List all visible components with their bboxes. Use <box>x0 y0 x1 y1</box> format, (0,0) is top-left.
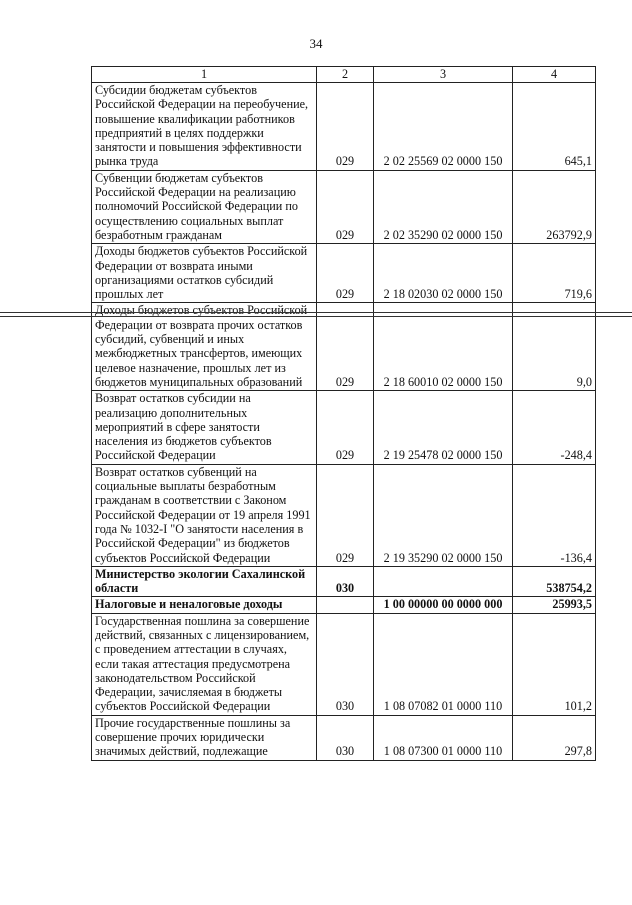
row-budget-code: 1 08 07082 01 0000 110 <box>374 613 513 715</box>
header-col-4: 4 <box>513 67 596 83</box>
row-amount: 101,2 <box>513 613 596 715</box>
row-budget-code: 2 18 60010 02 0000 150 <box>374 303 513 391</box>
row-admin-code <box>317 597 374 613</box>
row-admin-code: 029 <box>317 244 374 303</box>
row-amount: 645,1 <box>513 83 596 171</box>
table-row-subtotal <box>92 597 596 613</box>
strikethrough-line <box>0 312 632 313</box>
row-amount: -136,4 <box>513 464 596 566</box>
row-amount: -248,4 <box>513 391 596 464</box>
row-name: Государственная пошлина за совершение действий, связанных с лицензированием, с проведением аттестации в случаях, если такая аттестация предусмотрена законодательством Российской Федерации, зачисляемая в бюджеты субъектов Российской Федерации <box>92 613 317 715</box>
row-budget-code <box>374 566 513 597</box>
row-name: Субвенции бюджетам субъектов Российской Федерации на реализацию полномочий Российской Федерации по осуществлению социальных выплат безработным гражданам <box>92 170 317 243</box>
row-admin-code: 029 <box>317 303 374 391</box>
row-amount: 538754,2 <box>513 566 596 597</box>
table-row <box>92 715 596 760</box>
row-admin-code: 029 <box>317 391 374 464</box>
strikethrough-line <box>0 316 632 317</box>
row-name: Прочие государственные пошлины за совершение прочих юридически значимых действий, подлежащие <box>92 715 317 760</box>
table-header-row <box>92 67 596 83</box>
row-name: Министерство экологии Сахалинской области <box>92 566 317 597</box>
row-budget-code: 2 19 25478 02 0000 150 <box>374 391 513 464</box>
row-amount: 263792,9 <box>513 170 596 243</box>
row-amount: 297,8 <box>513 715 596 760</box>
table-row <box>92 391 596 464</box>
row-name: Субсидии бюджетам субъектов Российской Федерации на переобучение, повышение квалификации работников предприятий в целях поддержки занятости и повышения эффективности рынка труда <box>92 83 317 171</box>
row-budget-code: 2 18 02030 02 0000 150 <box>374 244 513 303</box>
row-budget-code: 1 00 00000 00 0000 000 <box>374 597 513 613</box>
row-admin-code: 029 <box>317 170 374 243</box>
table-row <box>92 464 596 566</box>
header-col-3: 3 <box>374 67 513 83</box>
table-row <box>92 83 596 171</box>
row-budget-code: 2 02 25569 02 0000 150 <box>374 83 513 171</box>
budget-revenue-table <box>91 66 596 761</box>
header-col-1: 1 <box>92 67 317 83</box>
page-number: 34 <box>309 36 323 51</box>
table-row-struck-through <box>92 244 596 303</box>
header-col-2: 2 <box>317 67 374 83</box>
row-amount: 719,6 <box>513 244 596 303</box>
row-name: Доходы бюджетов субъектов Российской Федерации от возврата иными организациями остатков субсидий прошлых лет <box>92 244 317 303</box>
row-budget-code: 2 19 35290 02 0000 150 <box>374 464 513 566</box>
row-budget-code: 1 08 07300 01 0000 110 <box>374 715 513 760</box>
table-row <box>92 170 596 243</box>
row-admin-code: 029 <box>317 83 374 171</box>
row-amount: 25993,5 <box>513 597 596 613</box>
row-admin-code: 030 <box>317 613 374 715</box>
row-amount: 9,0 <box>513 303 596 391</box>
row-name: Возврат остатков субсидии на реализацию дополнительных мероприятий в сфере занятости населения из бюджетов субъектов Российской Федерации <box>92 391 317 464</box>
row-admin-code: 030 <box>317 715 374 760</box>
row-name: Налоговые и неналоговые доходы <box>92 597 317 613</box>
row-budget-code: 2 02 35290 02 0000 150 <box>374 170 513 243</box>
row-admin-code: 030 <box>317 566 374 597</box>
row-admin-code: 029 <box>317 464 374 566</box>
row-name: Доходы бюджетов субъектов Российской Федерации от возврата прочих остатков субсидий, субвенций и иных межбюджетных трансфертов, имеющих целевое назначение, прошлых лет из бюджетов муниципальных образований <box>92 303 317 391</box>
table-row <box>92 613 596 715</box>
row-name: Возврат остатков субвенций на социальные выплаты безработным гражданам в соответствии с Законом Российской Федерации от 19 апреля 1991 года № 1032-I "О занятости населения в Российской Федерации" из бюджетов субъектов Российской Федерации <box>92 464 317 566</box>
table-row-ministry-total <box>92 566 596 597</box>
